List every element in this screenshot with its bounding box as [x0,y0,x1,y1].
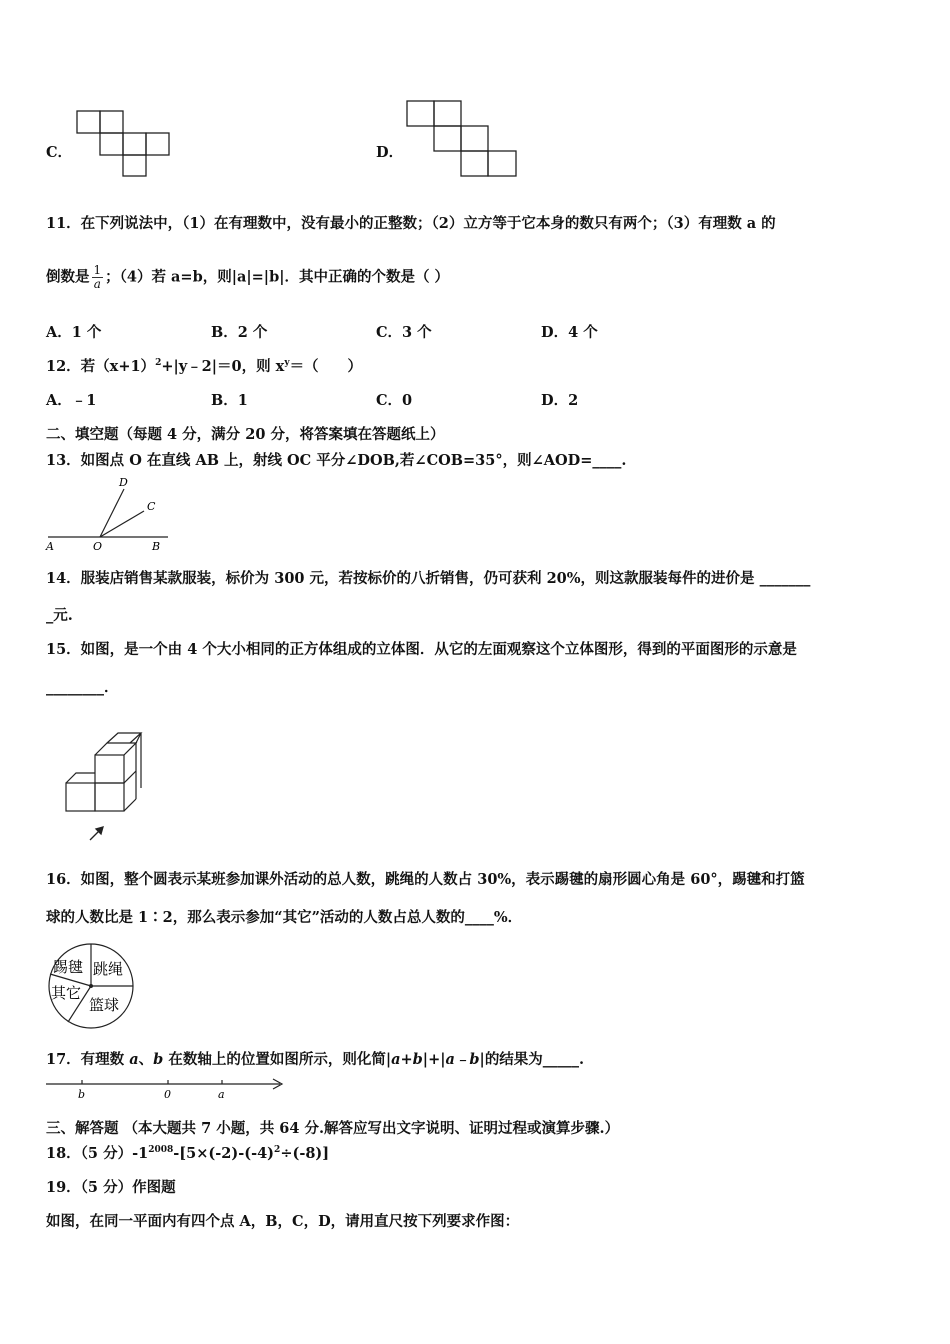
q19-title: 19．（5 分）作图题 [46,1179,176,1196]
q13-question: 13．如图点 O 在直线 AB 上，射线 OC 平分∠DOB,若∠COB=35°，则∠AOD=____. [46,452,627,469]
q11-frac-num: 1 [93,263,102,277]
q11-line1: 11．在下列说法中，（1）在有理数中，没有最小的正整数；（2）立方等于它本身的数只有两个；（3）有理数 a 的 [46,215,776,232]
q17-sep: 、 [138,1051,154,1068]
q17-text-mid: 在数轴上的位置如图所示，则化简| [163,1051,392,1068]
pie-label-qita: 其它 [51,984,82,1002]
pie-chart-diagram [46,944,138,1030]
q12-pre: 12．若（x+1） [46,358,156,375]
option-d-label: D． [376,144,404,161]
q18-mid: -[5×(-2)-(-4) [173,1145,275,1162]
q18-pre: 18．（5 分）-1 [46,1145,149,1162]
q19-body: 如图，在同一平面内有四个点 A，B，C，D，请用直尺按下列要求作图： [46,1213,520,1230]
q18-question [46,1142,329,1163]
q12-option-a: A．﹣1 [46,392,97,409]
q11-frac-den: a [93,277,101,291]
q12-question [46,355,362,376]
number-line-diagram [44,1074,290,1104]
q17-text-post: 的结果为_____. [484,1051,585,1068]
q17-text-pre: 17．有理数 [46,1051,130,1068]
q17-var-a: a [129,1051,139,1068]
q12-option-c: C．0 [376,392,413,409]
pie-label-lanqiu: 篮球 [89,996,120,1014]
q11-option-b: B．2 个 [211,324,268,341]
label-c: C [147,500,156,513]
q17-expr: a+b|+|a﹣b| [391,1051,485,1068]
q11-option-c: C．3 个 [376,324,432,341]
q11-line2 [46,264,449,291]
q17-question [46,1048,584,1069]
net-diagram-c [76,110,172,178]
cube-stack-diagram [62,728,152,844]
q12-option-b: B．1 [211,392,248,409]
q18-sup1: 2008 [148,1145,174,1156]
q12-post: ＝（ ） [289,358,363,375]
q11-line2-pre: 倒数是 [46,268,90,286]
label-o: O [93,540,103,553]
section-3-heading: 三、解答题 （本大题共 7 小题，共 64 分.解答应写出文字说明、证明过程或演算步骤.） [46,1120,620,1137]
pie-label-tijian: 踢毽 [53,958,84,976]
q15-line2: ________． [46,679,119,696]
axis-label-zero: 0 [164,1088,171,1101]
angle-diagram [44,474,174,554]
q11-option-a: A．1 个 [46,324,102,341]
net-diagram-d [406,100,520,180]
q16-line1: 16．如图，整个圆表示某班参加课外活动的总人数，跳绳的人数占 30%，表示踢毽的扇形圆心角是 60°，踢毽和打篮 [46,871,805,888]
option-c-label: C． [46,144,73,161]
q17-var-b: b [153,1051,164,1068]
q15-line1: 15．如图，是一个由 4 个大小相同的正方体组成的立体图．从它的左面观察这个立体图形，得到的平面图形的示意是 [46,641,797,658]
q18-sup2: 2 [274,1145,281,1156]
axis-label-b: b [78,1088,86,1101]
axis-label-a: a [218,1088,225,1101]
q12-sup1: 2 [155,358,162,369]
q18-post: ÷(-8)] [280,1145,330,1162]
q12-mid: +|y﹣2|＝0，则 x [161,358,285,375]
label-b: B [152,540,161,553]
section-2-heading: 二、填空题（每题 4 分，满分 20 分，将答案填在答题纸上） [46,426,445,443]
q11-fraction [92,264,104,291]
q12-sup2: y [284,358,290,369]
pie-label-tiaosheng: 跳绳 [93,960,124,978]
q11-line2-post: ；（4）若 a=b，则|a|=|b|．其中正确的个数是（ ） [105,268,450,286]
q14-line1: 14．服装店销售某款服装，标价为 300 元，若按标价的八折销售，仍可获利 20%，则这款服装每件的进价是 _______ [46,570,811,587]
view-arrow-icon [90,827,103,840]
q16-line2: 球的人数比是 1∶2，那么表示参加“其它”活动的人数占总人数的____%． [46,909,523,926]
q12-option-d: D．2 [541,392,579,409]
label-d: D [119,476,128,489]
label-a: A [46,540,54,553]
q11-option-d: D．4 个 [541,324,598,341]
q14-line2: _元. [46,607,73,624]
